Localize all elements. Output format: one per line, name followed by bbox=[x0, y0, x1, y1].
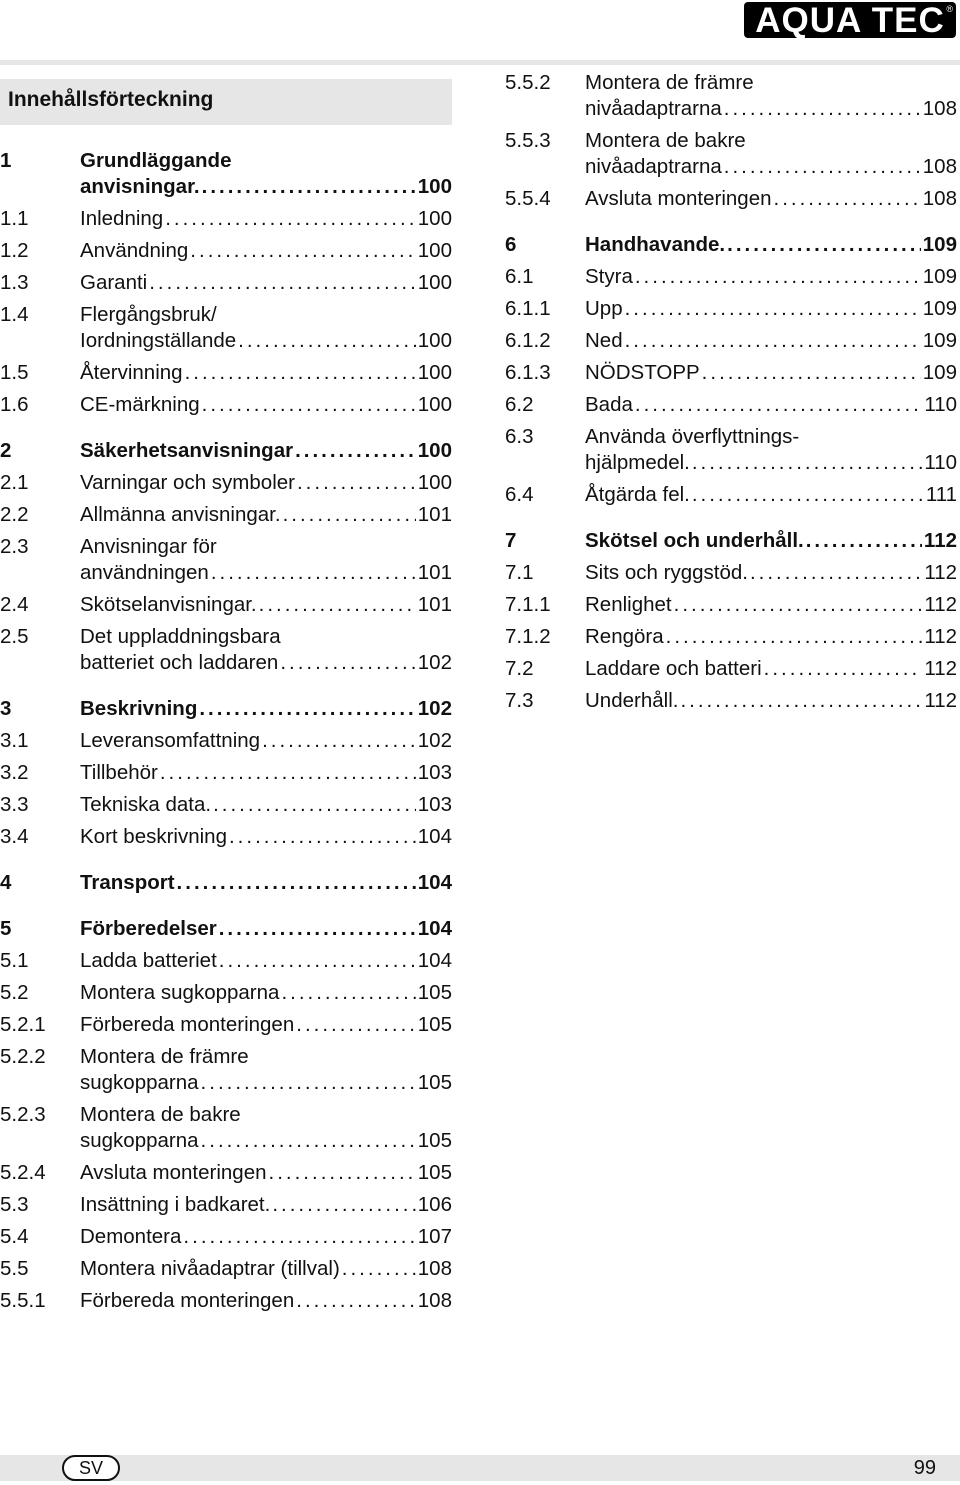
toc-entry-title: Återvinning bbox=[80, 361, 183, 384]
toc-entry-number: 7.1.1 bbox=[505, 593, 551, 616]
toc-entry-page: 106 bbox=[417, 1193, 452, 1216]
toc-entry-title: Ladda batteriet bbox=[80, 949, 217, 972]
dot-leader bbox=[238, 328, 416, 354]
toc-entry[interactable] bbox=[0, 534, 452, 586]
toc-entry-number: 1.5 bbox=[0, 361, 29, 384]
toc-entry-page: 103 bbox=[417, 761, 452, 784]
toc-entry-title: Säkerhetsanvisningar bbox=[80, 439, 294, 462]
toc-entry[interactable] bbox=[0, 1012, 452, 1038]
toc-entry-title: Montera de främre bbox=[80, 1045, 249, 1068]
toc-entry-title: Avsluta monteringen bbox=[80, 1161, 267, 1184]
toc-entry-page: 100 bbox=[417, 329, 452, 352]
toc-entry-page: 102 bbox=[417, 697, 452, 720]
toc-entry-title: Flergångsbruk/ bbox=[80, 303, 217, 326]
toc-entry[interactable] bbox=[0, 206, 452, 232]
dot-leader bbox=[149, 270, 416, 296]
toc-entry-number: 6.1.3 bbox=[505, 361, 551, 384]
toc-entry-number: 1.3 bbox=[0, 271, 29, 294]
dot-leader bbox=[692, 482, 924, 508]
toc-entry-number: 3.1 bbox=[0, 729, 29, 752]
toc-entry-title: Användning bbox=[80, 239, 189, 262]
dot-leader bbox=[750, 560, 922, 586]
toc-entry-page: 101 bbox=[417, 503, 452, 526]
toc-entry[interactable] bbox=[0, 1044, 452, 1096]
dot-leader bbox=[625, 296, 921, 322]
toc-entry-number: 3.4 bbox=[0, 825, 29, 848]
dot-leader bbox=[202, 174, 416, 200]
toc-entry-title: sugkopparna bbox=[80, 1129, 199, 1152]
toc-entry-title: Transport bbox=[80, 871, 175, 894]
aquatec-logo bbox=[744, 2, 956, 38]
toc-entry-number: 7 bbox=[505, 529, 517, 552]
toc-entry-page: 104 bbox=[417, 917, 452, 940]
dot-leader bbox=[297, 470, 416, 496]
dot-leader bbox=[692, 450, 922, 476]
toc-entry-title: nivåadaptrarna bbox=[585, 155, 722, 178]
toc-entry-title: Underhåll. bbox=[585, 689, 679, 712]
toc-entry-page: 108 bbox=[417, 1289, 452, 1312]
toc-entry-page: 105 bbox=[417, 981, 452, 1004]
toc-entry-title: Det uppladdningsbara bbox=[80, 625, 281, 648]
toc-entry[interactable] bbox=[0, 948, 452, 974]
toc-entry[interactable] bbox=[505, 232, 957, 258]
toc-entry-number: 1.1 bbox=[0, 207, 29, 230]
toc-entry-title: Demontera bbox=[80, 1225, 182, 1248]
dot-leader bbox=[674, 592, 923, 618]
toc-entry-number: 1.4 bbox=[0, 303, 29, 326]
toc-entry-title: batteriet och laddaren bbox=[80, 651, 279, 674]
toc-entry-number: 4 bbox=[0, 871, 12, 894]
registered-mark: ® bbox=[946, 4, 954, 14]
toc-entry-title: Renlighet bbox=[585, 593, 672, 616]
toc-entry[interactable] bbox=[505, 328, 957, 354]
toc-entry-number: 5 bbox=[0, 917, 12, 940]
toc-entry[interactable] bbox=[505, 296, 957, 322]
toc-entry[interactable] bbox=[505, 688, 957, 714]
toc-entry-title: Montera de bakre bbox=[80, 1103, 241, 1126]
toc-entry-page: 100 bbox=[417, 207, 452, 230]
toc-entry-page: 108 bbox=[922, 97, 957, 120]
toc-entry-title: Grundläggande bbox=[80, 149, 232, 172]
dot-leader bbox=[724, 154, 921, 180]
toc-entry-number: 5.2.3 bbox=[0, 1103, 46, 1126]
toc-entry-page: 109 bbox=[922, 297, 957, 320]
toc-entry-number: 5.2 bbox=[0, 981, 29, 1004]
toc-entry[interactable] bbox=[0, 592, 452, 618]
toc-entry[interactable] bbox=[505, 482, 957, 508]
dot-leader bbox=[199, 696, 415, 722]
toc-entry-number: 2 bbox=[0, 439, 12, 462]
toc-entry-title: Garanti bbox=[80, 271, 148, 294]
toc-entry-title: CE-märkning bbox=[80, 393, 200, 416]
toc-entry-page: 104 bbox=[417, 825, 452, 848]
dot-leader bbox=[764, 656, 923, 682]
toc-entry[interactable] bbox=[505, 264, 957, 290]
dot-leader bbox=[625, 328, 921, 354]
toc-entry-title: Laddare och batteri bbox=[585, 657, 762, 680]
dot-leader bbox=[281, 980, 415, 1006]
toc-entry-title: Anvisningar för bbox=[80, 535, 217, 558]
toc-entry-title: Använda överflyttnings- bbox=[585, 425, 800, 448]
toc-entry-title: Montera de bakre bbox=[585, 129, 746, 152]
toc-entry[interactable] bbox=[0, 1288, 452, 1314]
toc-entry-page: 112 bbox=[924, 561, 957, 584]
toc-entry-page: 112 bbox=[923, 529, 957, 552]
toc-entry-title: Förbereda monteringen bbox=[80, 1289, 295, 1312]
toc-entry[interactable] bbox=[0, 470, 452, 496]
toc-entry-number: 3.2 bbox=[0, 761, 29, 784]
toc-entry[interactable] bbox=[0, 870, 452, 896]
toc-entry-title: Upp bbox=[585, 297, 623, 320]
dot-leader bbox=[666, 624, 923, 650]
footer-bar bbox=[0, 1455, 960, 1481]
toc-entry-number: 5.5.4 bbox=[505, 187, 551, 210]
toc-entry[interactable] bbox=[0, 238, 452, 264]
toc-entry-title: NÖDSTOPP bbox=[585, 361, 700, 384]
dot-leader bbox=[259, 592, 416, 618]
toc-entry-page: 105 bbox=[417, 1161, 452, 1184]
toc-entry-page: 100 bbox=[417, 361, 452, 384]
toc-entry-page: 110 bbox=[924, 451, 957, 474]
toc-entry-number: 2.3 bbox=[0, 535, 29, 558]
toc-entry[interactable] bbox=[0, 760, 452, 786]
toc-entry-number: 6.2 bbox=[505, 393, 534, 416]
toc-entry-title: Skötsel och underhåll. bbox=[585, 529, 804, 552]
toc-entry[interactable] bbox=[0, 502, 452, 528]
dot-leader bbox=[201, 1128, 416, 1154]
toc-entry-number: 6.1 bbox=[505, 265, 534, 288]
toc-entry-number: 5.5.3 bbox=[505, 129, 551, 152]
toc-entry[interactable] bbox=[0, 270, 452, 296]
toc-entry-title: Montera de främre bbox=[585, 71, 754, 94]
dot-leader bbox=[160, 760, 416, 786]
toc-entry-page: 109 bbox=[922, 233, 957, 256]
toc-entry[interactable] bbox=[0, 302, 452, 354]
toc-entry-number: 5.4 bbox=[0, 1225, 29, 1248]
dot-leader bbox=[727, 232, 921, 258]
dot-leader bbox=[229, 824, 416, 850]
dot-leader bbox=[296, 1288, 416, 1314]
toc-entry-title: Kort beskrivning bbox=[80, 825, 227, 848]
toc-entry[interactable] bbox=[0, 360, 452, 386]
dot-leader bbox=[269, 1160, 416, 1186]
toc-entry-title: Allmänna anvisningar. bbox=[80, 503, 281, 526]
toc-entry-number: 5.5.2 bbox=[505, 71, 551, 94]
dot-leader bbox=[280, 650, 415, 676]
toc-entry-number: 1.6 bbox=[0, 393, 29, 416]
toc-entry-page: 104 bbox=[417, 949, 452, 972]
toc-entry-page: 112 bbox=[924, 657, 957, 680]
toc-entry-number: 7.1.2 bbox=[505, 625, 551, 648]
toc-entry-number: 5.3 bbox=[0, 1193, 29, 1216]
toc-entry-number: 6.1.2 bbox=[505, 329, 551, 352]
toc-entry[interactable] bbox=[0, 1256, 452, 1282]
dot-leader bbox=[201, 1070, 416, 1096]
toc-entry-title: Montera nivåadaptrar (tillval) bbox=[80, 1257, 340, 1280]
dot-leader bbox=[272, 1192, 415, 1218]
toc-entry-title: Förberedelser bbox=[80, 917, 217, 940]
toc-entry[interactable] bbox=[505, 70, 957, 122]
toc-entry[interactable] bbox=[505, 528, 957, 554]
toc-entry-title: Varningar och symboler bbox=[80, 471, 295, 494]
toc-entry-number: 5.2.1 bbox=[0, 1013, 46, 1036]
toc-entry-title: Handhavande. bbox=[585, 233, 726, 256]
toc-entry-title: Rengöra bbox=[585, 625, 664, 648]
toc-entry-title: Åtgärda fel. bbox=[585, 483, 690, 506]
toc-entry-title: Iordningställande bbox=[80, 329, 237, 352]
toc-entry-number: 7.3 bbox=[505, 689, 534, 712]
toc-right-column bbox=[505, 70, 957, 720]
toc-entry[interactable] bbox=[0, 916, 452, 942]
toc-entry-number: 1 bbox=[0, 149, 12, 172]
dot-leader bbox=[295, 438, 416, 464]
dot-leader bbox=[202, 392, 416, 418]
toc-entry-page: 105 bbox=[417, 1071, 452, 1094]
toc-entry[interactable] bbox=[0, 1160, 452, 1186]
toc-entry-page: 107 bbox=[417, 1225, 452, 1248]
toc-entry-page: 105 bbox=[417, 1013, 452, 1036]
toc-entry-title: Ned bbox=[585, 329, 623, 352]
toc-entry-page: 112 bbox=[924, 689, 957, 712]
toc-entry[interactable] bbox=[0, 696, 452, 722]
toc-entry-title: Styra bbox=[585, 265, 633, 288]
toc-entry-title: Sits och ryggstöd. bbox=[585, 561, 748, 584]
toc-entry-page: 100 bbox=[417, 393, 452, 416]
toc-entry-title: Tekniska data. bbox=[80, 793, 212, 816]
toc-entry-number: 3.3 bbox=[0, 793, 29, 816]
toc-entry-number: 6.1.1 bbox=[505, 297, 551, 320]
toc-entry-title: sugkopparna bbox=[80, 1071, 199, 1094]
dot-leader bbox=[635, 264, 921, 290]
toc-entry-number: 3 bbox=[0, 697, 12, 720]
toc-entry-page: 100 bbox=[417, 239, 452, 262]
toc-entry-page: 108 bbox=[922, 187, 957, 210]
dot-leader bbox=[177, 870, 416, 896]
toc-entry[interactable] bbox=[0, 1102, 452, 1154]
dot-leader bbox=[342, 1256, 416, 1282]
toc-entry[interactable] bbox=[0, 728, 452, 754]
toc-entry-page: 104 bbox=[417, 871, 452, 894]
toc-entry-page: 108 bbox=[922, 155, 957, 178]
toc-entry-page: 101 bbox=[417, 561, 452, 584]
toc-entry-number: 5.2.2 bbox=[0, 1045, 46, 1068]
toc-entry[interactable] bbox=[505, 656, 957, 682]
toc-entry-number: 6.3 bbox=[505, 425, 534, 448]
toc-entry-page: 111 bbox=[925, 483, 957, 506]
page-number: 99 bbox=[913, 1457, 936, 1479]
toc-entry-number: 2.1 bbox=[0, 471, 29, 494]
toc-entry-title: anvisningar. bbox=[80, 175, 200, 198]
toc-entry[interactable] bbox=[505, 360, 957, 386]
toc-entry[interactable] bbox=[505, 186, 957, 212]
toc-entry-number: 1.2 bbox=[0, 239, 29, 262]
toc-left-column bbox=[0, 148, 452, 1320]
toc-entry[interactable] bbox=[0, 1224, 452, 1250]
toc-entry[interactable] bbox=[0, 624, 452, 676]
toc-entry[interactable] bbox=[505, 592, 957, 618]
toc-entry-page: 100 bbox=[417, 271, 452, 294]
toc-entry-page: 100 bbox=[417, 175, 452, 198]
dot-leader bbox=[724, 96, 921, 122]
logo-text: AQUA TEC bbox=[755, 1, 945, 40]
toc-entry-number: 7.2 bbox=[505, 657, 534, 680]
dot-leader bbox=[635, 392, 922, 418]
toc-entry-title: användningen bbox=[80, 561, 209, 584]
toc-entry[interactable] bbox=[0, 980, 452, 1006]
toc-entry-number: 2.5 bbox=[0, 625, 29, 648]
toc-entry-page: 103 bbox=[417, 793, 452, 816]
toc-entry-number: 5.5.1 bbox=[0, 1289, 46, 1312]
dot-leader bbox=[213, 792, 416, 818]
toc-entry-title: hjälpmedel. bbox=[585, 451, 690, 474]
toc-entry-title: Leveransomfattning bbox=[80, 729, 261, 752]
dot-leader bbox=[702, 360, 921, 386]
dot-leader bbox=[283, 502, 416, 528]
toc-entry-number: 6 bbox=[505, 233, 517, 256]
toc-entry[interactable] bbox=[0, 792, 452, 818]
dot-leader bbox=[185, 360, 416, 386]
toc-entry-title: Skötselanvisningar. bbox=[80, 593, 257, 616]
dot-leader bbox=[806, 528, 922, 554]
toc-entry[interactable] bbox=[505, 392, 957, 418]
dot-leader bbox=[211, 560, 416, 586]
dot-leader bbox=[219, 948, 416, 974]
toc-entry[interactable] bbox=[0, 1192, 452, 1218]
toc-entry-number: 5.1 bbox=[0, 949, 29, 972]
toc-entry-number: 5.2.4 bbox=[0, 1161, 46, 1184]
toc-entry-number: 7.1 bbox=[505, 561, 534, 584]
toc-entry-page: 112 bbox=[924, 593, 957, 616]
toc-entry[interactable] bbox=[0, 824, 452, 850]
toc-entry-page: 105 bbox=[417, 1129, 452, 1152]
toc-title: Innehållsförteckning bbox=[0, 79, 452, 125]
toc-entry-title: Insättning i badkaret. bbox=[80, 1193, 271, 1216]
toc-entry-page: 101 bbox=[417, 593, 452, 616]
toc-entry-title: Montera sugkopparna bbox=[80, 981, 280, 1004]
dot-leader bbox=[219, 916, 416, 942]
toc-entry-page: 109 bbox=[922, 265, 957, 288]
toc-entry[interactable] bbox=[505, 560, 957, 586]
toc-entry-title: Bada bbox=[585, 393, 633, 416]
toc-entry-title: Beskrivning bbox=[80, 697, 198, 720]
language-badge: SV bbox=[62, 1455, 120, 1481]
toc-entry-page: 109 bbox=[922, 361, 957, 384]
toc-entry-title: Förbereda monteringen bbox=[80, 1013, 295, 1036]
toc-entry[interactable] bbox=[505, 424, 957, 476]
dot-leader bbox=[165, 206, 416, 232]
toc-entry-number: 6.4 bbox=[505, 483, 534, 506]
dot-leader bbox=[262, 728, 416, 754]
toc-entry-page: 108 bbox=[417, 1257, 452, 1280]
toc-entry-page: 100 bbox=[417, 439, 452, 462]
toc-entry[interactable] bbox=[505, 128, 957, 180]
dot-leader bbox=[774, 186, 921, 212]
header-rule bbox=[0, 60, 960, 65]
toc-entry-page: 100 bbox=[417, 471, 452, 494]
toc-entry-title: Tillbehör bbox=[80, 761, 158, 784]
dot-leader bbox=[296, 1012, 416, 1038]
toc-entry-page: 112 bbox=[924, 625, 957, 648]
toc-entry-page: 102 bbox=[417, 729, 452, 752]
toc-entry[interactable] bbox=[505, 624, 957, 650]
dot-leader bbox=[190, 238, 415, 264]
toc-entry-number: 2.2 bbox=[0, 503, 29, 526]
toc-entry[interactable] bbox=[0, 438, 452, 464]
toc-entry[interactable] bbox=[0, 392, 452, 418]
dot-leader bbox=[680, 688, 922, 714]
toc-entry-title: nivåadaptrarna bbox=[585, 97, 722, 120]
toc-entry-title: Avsluta monteringen bbox=[585, 187, 772, 210]
toc-entry-page: 109 bbox=[922, 329, 957, 352]
dot-leader bbox=[183, 1224, 415, 1250]
toc-entry[interactable] bbox=[0, 148, 452, 200]
toc-entry-page: 102 bbox=[417, 651, 452, 674]
toc-entry-page: 110 bbox=[924, 393, 957, 416]
toc-entry-number: 2.4 bbox=[0, 593, 29, 616]
toc-entry-title: Inledning bbox=[80, 207, 164, 230]
toc-entry-number: 5.5 bbox=[0, 1257, 29, 1280]
